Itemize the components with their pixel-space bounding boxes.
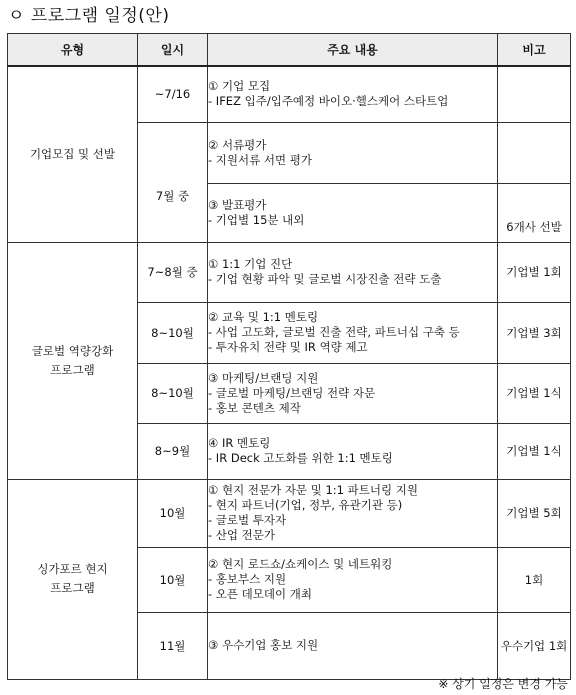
row-date: 10월	[138, 479, 208, 547]
group-type-line: 싱가포르 현지	[37, 562, 108, 576]
table-row	[8, 242, 571, 302]
group-type-line: 프로그램	[50, 581, 95, 595]
content-sub: - 투자유치 전략 및 IR 역량 제고	[208, 340, 368, 354]
row-date: 8~9월	[138, 423, 208, 479]
column-header-note: 비고	[498, 34, 571, 67]
row-note	[498, 66, 571, 122]
content-item: ② 교육 및 1:1 멘토링	[208, 310, 319, 324]
row-content	[208, 302, 498, 363]
column-header-type: 유형	[8, 34, 138, 67]
row-note: 우수기업 1회	[498, 612, 571, 679]
footer-note: ※ 상기 일정은 변경 가능	[438, 677, 568, 691]
row-note	[498, 122, 571, 183]
content-sub: - 글로벌 마케팅/브랜딩 전략 자문	[208, 385, 376, 400]
table-header-row	[8, 34, 571, 67]
row-content	[208, 66, 498, 122]
content-sub: - 기업별 15분 내외	[208, 212, 305, 227]
content-sub: - IR Deck 고도화를 위한 1:1 멘토링	[208, 451, 393, 465]
row-note: 기업별 3회	[498, 302, 571, 363]
column-header-date: 일시	[138, 34, 208, 67]
row-content	[208, 547, 498, 612]
schedule-table	[7, 33, 571, 680]
content-sub: - 기업 현황 파악 및 글로벌 시장진출 전략 도출	[208, 272, 442, 286]
row-content	[208, 363, 498, 423]
row-date: 7월 중	[138, 122, 208, 242]
group-type-line: 프로그램	[50, 362, 95, 377]
content-sub: - 글로벌 투자자	[208, 513, 287, 527]
content-item: ② 현지 로드쇼/쇼케이스 및 네트워킹	[208, 557, 393, 571]
content-item: ③ 발표평가	[208, 197, 267, 212]
group-type-line: 글로벌 역량강화	[31, 343, 114, 358]
row-note: 기업별 1회	[498, 242, 571, 302]
group-type-global	[8, 242, 138, 479]
content-item: ① 1:1 기업 진단	[208, 257, 293, 271]
row-date: 11월	[138, 612, 208, 679]
content-item: ② 서류평가	[208, 137, 267, 152]
row-content	[208, 479, 498, 547]
content-item: ① 현지 전문가 자문 및 1:1 파트너링 지원	[208, 483, 418, 497]
row-date: 7~8월 중	[138, 242, 208, 302]
content-sub: - 홍보부스 지원	[208, 572, 287, 586]
group-type-singapore	[8, 479, 138, 679]
content-item: ③ 마케팅/브랜딩 지원	[208, 370, 319, 385]
content-item: ① 기업 모집	[208, 79, 271, 94]
row-content	[208, 242, 498, 302]
row-note: 기업별 1식	[498, 363, 571, 423]
group-type-recruitment: 기업모집 및 선발	[8, 66, 138, 242]
column-header-content: 주요 내용	[208, 34, 498, 67]
table-row	[8, 479, 571, 547]
row-content	[208, 183, 498, 242]
row-date: ~7/16	[138, 66, 208, 122]
row-content	[208, 122, 498, 183]
content-item: ④ IR 멘토링	[208, 436, 271, 450]
content-sub: - 홍보 콘텐츠 제작	[208, 400, 301, 415]
row-note: 1회	[498, 547, 571, 612]
content-item: ③ 우수기업 홍보 지원	[208, 638, 319, 652]
row-date: 8~10월	[138, 363, 208, 423]
content-sub: - 지원서류 서면 평가	[208, 152, 312, 167]
row-note: 6개사 선발	[498, 183, 571, 242]
content-sub: - 현지 파트너(기업, 정부, 유관기관 등)	[208, 498, 403, 512]
row-content	[208, 612, 498, 679]
content-sub: - 사업 고도화, 글로벌 진출 전략, 파트너십 구축 등	[208, 325, 460, 339]
row-content	[208, 423, 498, 479]
table-row	[8, 66, 571, 122]
row-note: 기업별 5회	[498, 479, 571, 547]
section-heading: ㅇ 프로그램 일정(안)	[8, 6, 170, 26]
content-sub: - 오픈 데모데이 개최	[208, 587, 312, 601]
row-date: 10월	[138, 547, 208, 612]
row-date: 8~10월	[138, 302, 208, 363]
content-sub: - 산업 전문가	[208, 528, 276, 542]
row-note: 기업별 1식	[498, 423, 571, 479]
content-sub: - IFEZ 입주/입주예정 바이오·헬스케어 스타트업	[208, 94, 449, 109]
